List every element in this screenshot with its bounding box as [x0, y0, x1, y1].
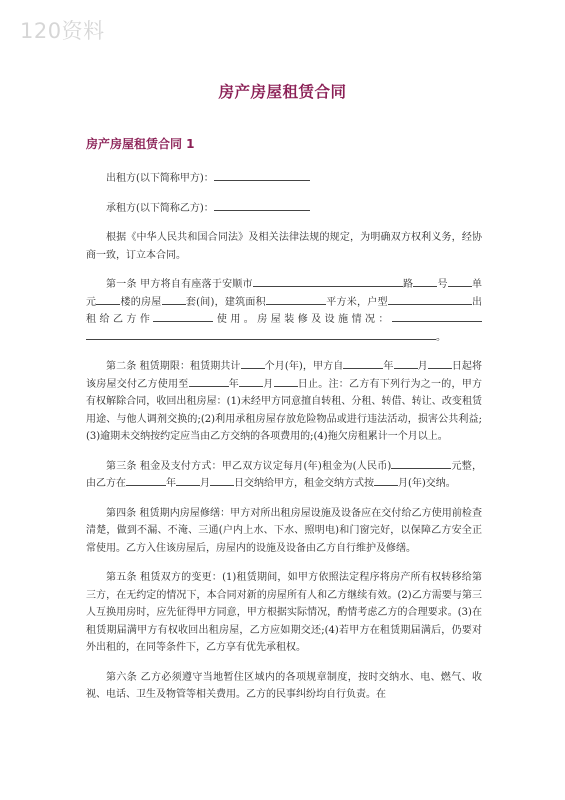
article-5: 第五条 租赁双方的变更：(1)租赁期间，如甲方依照法定程序将房产所有权转移给第三方，在无约定的情况下，本合同对新的房屋所有人和乙方继续有效。(2)乙方需要与第三人互换用房时，应先征得甲方同意，甲方根据实际情况，酌情考虑乙方的合理要求。(3)在租赁期届满甲方有权收回出租房屋，乙方应如期交还;(4)若甲方在租赁期届满后，仍要对外出租的，在同等条件下，乙方享有优先承租权。	[86, 572, 482, 653]
blank-field[interactable]	[153, 311, 213, 322]
blank-field[interactable]	[391, 458, 427, 469]
blank-field[interactable]	[448, 276, 472, 287]
blank-field[interactable]	[388, 294, 448, 305]
blank-field[interactable]	[210, 475, 234, 486]
blank-field[interactable]	[189, 376, 229, 387]
article-4: 第四条 租赁期内房屋修缮：甲方对所出租房屋设施及设备应在交付给乙方使用前检查清楚，做到不漏、不淹、三通(户内上水、下水、照明电)和门窗完好，以保障乙方安全正常使用。乙方入住该房屋后，房屋内的设施及设备由乙方自行维护及修缮。	[86, 507, 482, 554]
blank-field[interactable]	[253, 276, 403, 287]
article-1: 第一条 甲方将自有座落于安顺市 路 号 单元 楼的房屋 套(间)，建筑面积 平方米，户型 出租给乙方作 使用。房屋装修及设施情况：。	[86, 276, 482, 346]
intro-paragraph: 根据《中华人民共和国合同法》及相关法律法规的规定，为明确双方权利义务，经协商一致，订立本合同。	[86, 232, 482, 261]
blank-field[interactable]	[413, 276, 437, 287]
blank-field[interactable]	[374, 475, 398, 486]
blank-field[interactable]	[214, 170, 310, 181]
lessor-line: 出租方(以下简称甲方)：	[86, 170, 482, 188]
blank-field[interactable]	[274, 376, 298, 387]
blank-field[interactable]	[343, 358, 383, 369]
article-2: 第二条 租赁期限：租赁期共计 个月(年)，甲方自 年 月 日起将该房屋交付乙方使用至 年 月 日止。注：乙方有下列行为之一的，甲方有权解除合同，收回出租房屋：(1)未经甲方同意擅自转租、分租、转借、转让、改变租赁用途、与他人调剂交换的;(2)利用承租房屋存放危险物品或进行违法活动，损害公共利益;(3)逾期未交纳按约定应当由乙方交纳的各项费用的;(4)拖欠房租累计一个月以上。	[86, 358, 482, 446]
watermark: 120资料	[20, 19, 105, 43]
blank-field[interactable]	[126, 475, 166, 486]
blank-field[interactable]	[86, 329, 236, 340]
blank-field[interactable]	[239, 376, 263, 387]
article-3: 第三条 租金及支付方式：甲乙双方议定每月(年)租金为(人民币) 元整，由乙方在 年 月 日交纳给甲方，租金交纳方式按 月(年)交纳。	[86, 458, 482, 493]
blank-field[interactable]	[392, 311, 482, 322]
page-title: 房产房屋租赁合同	[218, 83, 347, 101]
blank-field[interactable]	[448, 294, 472, 305]
blank-field[interactable]	[162, 294, 186, 305]
blank-field[interactable]	[394, 358, 418, 369]
blank-field[interactable]	[241, 358, 265, 369]
blank-field[interactable]	[428, 358, 452, 369]
blank-field[interactable]	[427, 458, 451, 469]
blank-field[interactable]	[176, 475, 200, 486]
lessee-line: 承租方(以下简称乙方)：	[86, 200, 482, 218]
blank-field[interactable]	[96, 294, 120, 305]
blank-field[interactable]	[266, 294, 326, 305]
article-6: 第六条 乙方必须遵守当地暂住区域内的各项规章制度，按时交纳水、电、燃气、收视、电话、卫生及物管等相关费用。乙方的民事纠纷均自行负责。在	[86, 671, 482, 700]
blank-field[interactable]	[214, 200, 310, 211]
blank-field[interactable]	[236, 329, 436, 340]
section-heading: 房产房屋租赁合同 1	[86, 137, 195, 151]
contract-body	[86, 170, 482, 704]
